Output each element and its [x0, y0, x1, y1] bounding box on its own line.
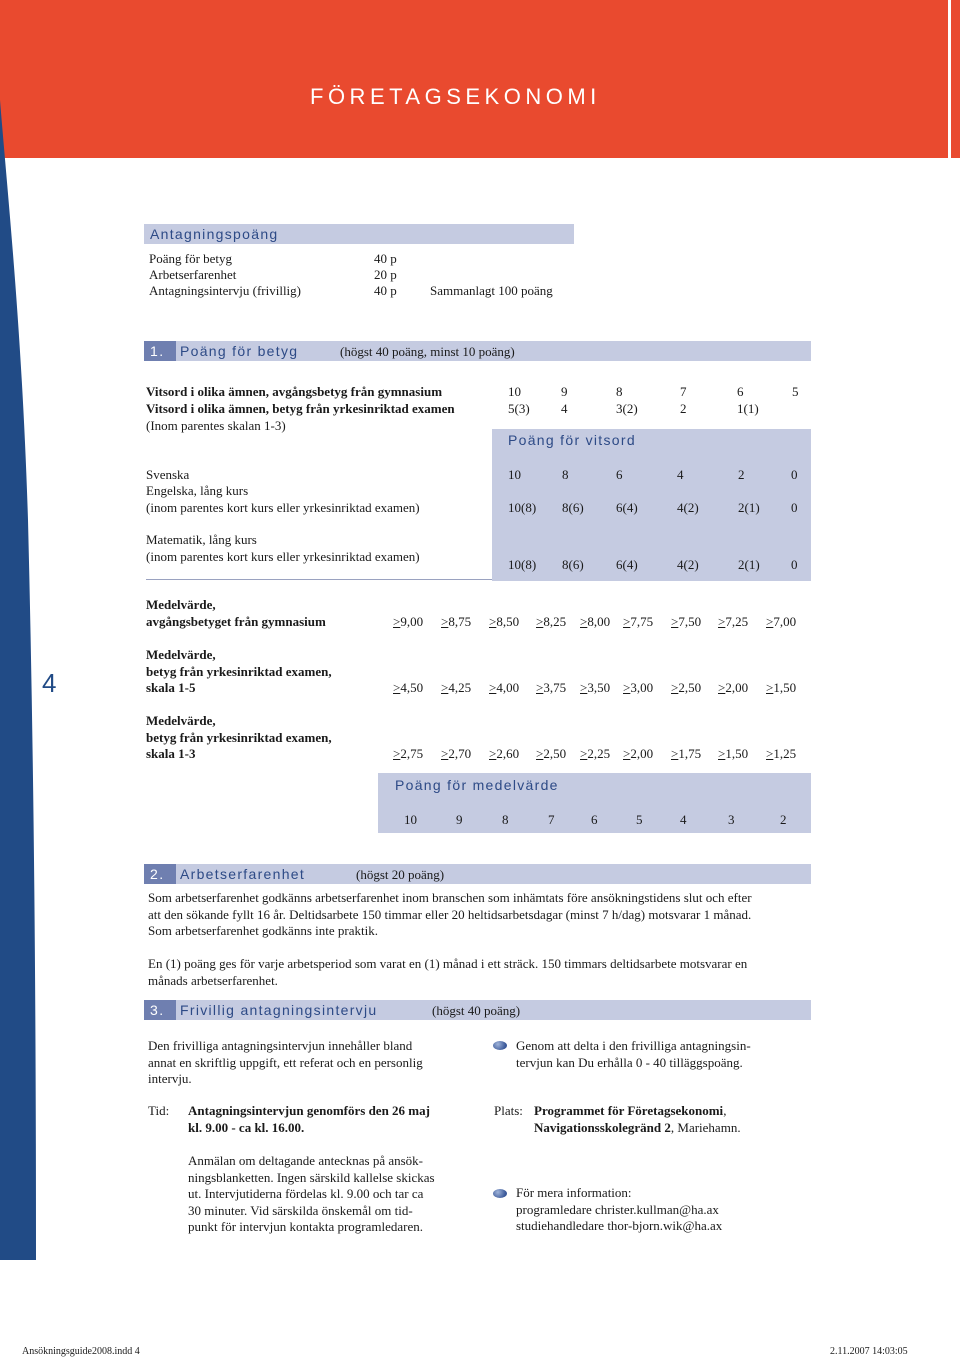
- medel-value: 8,50: [496, 613, 520, 629]
- antagning-title: Antagningspoäng: [150, 226, 279, 242]
- medel-value: 8,25: [543, 613, 567, 629]
- tid-line: kl. 9.00 - ca kl. 16.00.: [188, 1119, 305, 1135]
- subject-label: Engelska, lång kurs: [146, 483, 249, 498]
- paragraph-line: ut. Intervjutiderna fördelas kl. 9.00 och tar ca: [188, 1186, 424, 1201]
- inom-note: (Inom parentes skalan 1-3): [146, 418, 286, 433]
- vitsord-value: 2: [680, 401, 687, 416]
- section3-title: Frivillig antagningsintervju: [180, 1002, 378, 1018]
- medel-value: 7,75: [630, 613, 654, 629]
- medel-threshold: [441, 746, 471, 762]
- medel-value: 2,75: [400, 746, 424, 761]
- greater-equal-symbol: >: [766, 746, 774, 761]
- antagning-row-points: 20 p: [374, 267, 397, 282]
- medel-value: 3,50: [587, 680, 611, 695]
- tid-label: Tid:: [148, 1103, 170, 1118]
- medel-threshold: [718, 680, 748, 696]
- subject-points: 8(6): [562, 557, 584, 572]
- medel-threshold: [536, 746, 566, 762]
- greater-equal-symbol: >: [393, 680, 401, 695]
- vitsord-points-box: [492, 429, 811, 581]
- section2-header: [144, 864, 811, 884]
- paragraph-line: Den frivilliga antagningsintervjun innehåller bland: [148, 1038, 413, 1053]
- paragraph-line: månads arbetserfarenhet.: [148, 972, 278, 988]
- subject-points: 8: [562, 467, 569, 482]
- greater-equal-symbol: >: [671, 613, 679, 629]
- greater-equal-symbol: >: [489, 613, 497, 629]
- greater-equal-symbol: >: [766, 680, 774, 695]
- plats-label: Plats:: [494, 1103, 523, 1118]
- paragraph-line: En (1) poäng ges för varje arbetsperiod som varat en (1) månad i ett sträck. 150 timmars deltidsarbete motsvarar en: [148, 956, 748, 971]
- medel-value: 3,75: [543, 680, 567, 695]
- medel-value: 1,75: [678, 746, 702, 761]
- medel-value: 2,00: [725, 680, 749, 695]
- subject-points: 2(1): [738, 557, 760, 572]
- medel-threshold: [671, 614, 701, 630]
- greater-equal-symbol: >: [623, 746, 631, 761]
- paragraph-line: intervju.: [148, 1071, 192, 1086]
- medel-value: 3,00: [630, 680, 654, 695]
- paragraph-line: Anmälan om deltagande antecknas på ansök-: [188, 1153, 423, 1168]
- subject-label: (inom parentes kort kurs eller yrkesinriktad examen): [146, 500, 420, 515]
- subject-points: 0: [791, 500, 798, 515]
- medel-value: 9,00: [400, 613, 424, 629]
- greater-equal-symbol: >: [393, 613, 401, 629]
- medel-points-value: 3: [728, 812, 735, 827]
- medel-threshold: [441, 680, 471, 696]
- medel-points-value: 5: [636, 812, 643, 827]
- bullet-icon: [493, 1041, 507, 1050]
- medel-value: 2,00: [630, 746, 654, 761]
- section2-number: 2.: [144, 864, 176, 884]
- paragraph-line: tervjun kan Du erhålla 0 - 40 tilläggspoäng.: [516, 1054, 743, 1070]
- plats-program: Programmet för Företagsekonomi: [534, 1103, 724, 1118]
- medel-threshold: [393, 746, 423, 762]
- medel-threshold: [580, 614, 610, 630]
- greater-equal-symbol: >: [623, 680, 631, 695]
- greater-equal-symbol: >: [393, 746, 401, 761]
- vitsord-value: 5(3): [508, 401, 530, 416]
- medel-label: Medelvärde,: [146, 647, 216, 662]
- medel-value: 4,25: [448, 680, 472, 695]
- subject-points: 0: [791, 467, 798, 482]
- medel-label: betyg från yrkesinriktad examen,: [146, 663, 332, 679]
- section1-subtitle: (högst 40 poäng, minst 10 poäng): [340, 344, 515, 359]
- medel-threshold: [393, 614, 423, 630]
- subject-points: 4: [677, 467, 684, 482]
- section1-title: Poäng för betyg: [180, 343, 299, 359]
- medel-threshold: [580, 746, 610, 762]
- greater-equal-symbol: >: [441, 680, 449, 695]
- subject-points: 6(4): [616, 500, 638, 515]
- medel-points-value: 9: [456, 812, 463, 827]
- section3-header: [144, 1000, 811, 1020]
- medel-threshold: [718, 614, 748, 630]
- contact-info: [516, 1185, 722, 1235]
- header-divider: [948, 0, 951, 158]
- vitsord-value: 4: [561, 401, 568, 416]
- vitsord-value: 6: [737, 384, 744, 399]
- side-swoosh-graphic: [0, 0, 40, 1270]
- paragraph-line: punkt för intervjun kontakta programledaren.: [188, 1219, 424, 1234]
- section2-title: Arbetserfarenhet: [180, 866, 306, 882]
- medel-points-value: 10: [404, 812, 417, 827]
- medel-threshold: [623, 614, 653, 630]
- poang-medel-label: Poäng för medelvärde: [395, 777, 559, 793]
- medel-value: 2,25: [587, 746, 611, 761]
- vitsord-value: 8: [616, 384, 623, 399]
- antagning-row-label: Antagningsintervju (frivillig): [149, 283, 302, 298]
- medel-value: 2,50: [678, 680, 702, 695]
- greater-equal-symbol: >: [536, 613, 544, 629]
- greater-equal-symbol: >: [580, 680, 588, 695]
- paragraph-line: att den sökande fyllt 16 år. Deltidsarbete 150 timmar eller 20 heltidsarbetsdagar (minst 7 h/dag) motsvarar 1 månad.: [148, 906, 752, 922]
- medel-threshold: [489, 680, 519, 696]
- medel-label: betyg från yrkesinriktad examen,: [146, 729, 332, 745]
- subject-points: 8(6): [562, 500, 584, 515]
- paragraph-line: ningsblanketten. Ingen särskild kallelse skickas: [188, 1169, 435, 1185]
- medel-value: 1,25: [773, 746, 797, 761]
- medel-threshold: [766, 680, 796, 696]
- subject-label: Svenska: [146, 467, 190, 482]
- tid-value: [188, 1103, 430, 1136]
- vitsord-value: 10: [508, 384, 521, 399]
- medel-threshold: [536, 614, 566, 630]
- medel-threshold: [441, 614, 471, 630]
- plats-town: , Mariehamn.: [670, 1119, 741, 1135]
- greater-equal-symbol: >: [718, 746, 726, 761]
- page-title: FÖRETAGSEKONOMI: [310, 84, 601, 109]
- page-number: 4: [42, 668, 57, 698]
- medel-points-value: 4: [680, 812, 687, 827]
- paragraph-line: annat en skriftlig uppgift, ett referat och en personlig: [148, 1054, 423, 1070]
- paragraph-line: 30 minuter. Vid särskilda önskemål om tid-: [188, 1202, 413, 1218]
- medel-threshold: [766, 746, 796, 762]
- subject-points: 0: [791, 557, 798, 572]
- antagning-header: [144, 224, 574, 244]
- medel-value: 7,00: [773, 613, 797, 629]
- footer-file: Ansökningsguide2008.indd 4: [22, 1346, 140, 1357]
- vitsord-row-label: Vitsord i olika ämnen, avgångsbetyg från gymnasium: [146, 384, 443, 399]
- greater-equal-symbol: >: [441, 746, 449, 761]
- greater-equal-symbol: >: [671, 680, 679, 695]
- medel-value: 7,25: [725, 613, 749, 629]
- medel-threshold: [580, 680, 610, 696]
- subject-points: 4(2): [677, 557, 699, 572]
- section2-subtitle: (högst 20 poäng): [356, 867, 445, 882]
- antagning-row-label: Poäng för betyg: [149, 251, 233, 266]
- arbetserfarenhet-paragraph-2: [148, 956, 747, 989]
- paragraph-line: Genom att delta i den frivilliga antagningsin-: [516, 1038, 751, 1053]
- section1-header: [144, 341, 811, 361]
- paragraph-line: Som arbetserfarenhet godkänns inte praktik.: [148, 923, 378, 938]
- greater-equal-symbol: >: [536, 746, 544, 761]
- medel-value: 8,75: [448, 613, 472, 629]
- subject-points: 4(2): [677, 500, 699, 515]
- plats-value: Programmet för Företagsekonomi, Navigationsskolegränd 2, Mariehamn.: [534, 1103, 741, 1135]
- medel-threshold: [489, 614, 519, 630]
- bullet-icon: [493, 1189, 507, 1198]
- subject-points: 2: [738, 467, 745, 482]
- medel-threshold: [766, 614, 796, 630]
- contact-line: studiehandledare thor-bjorn.wik@ha.ax: [516, 1218, 723, 1233]
- greater-equal-symbol: >: [489, 680, 497, 695]
- medel-threshold: [536, 680, 566, 696]
- greater-equal-symbol: >: [623, 613, 631, 629]
- vitsord-value: 5: [792, 384, 799, 399]
- vitsord-value: 3(2): [616, 401, 638, 416]
- medel-label: Medelvärde,: [146, 713, 216, 728]
- header-band: [0, 0, 960, 158]
- medel-value: 2,60: [496, 746, 520, 761]
- antagning-row-points: 40 p: [374, 283, 397, 298]
- greater-equal-symbol: >: [766, 613, 774, 629]
- medel-value: 1,50: [725, 746, 749, 761]
- section1-number: 1.: [144, 341, 176, 361]
- subject-points: 10(8): [508, 557, 537, 572]
- arbetserfarenhet-paragraph-1: [148, 890, 752, 940]
- medel-value: 2,70: [448, 746, 472, 761]
- medel-points-value: 7: [548, 812, 555, 827]
- greater-equal-symbol: >: [489, 746, 497, 761]
- anmalan-paragraph: [188, 1153, 435, 1236]
- subject-points: 6(4): [616, 557, 638, 572]
- greater-equal-symbol: >: [441, 613, 449, 629]
- medel-threshold: [671, 680, 701, 696]
- footer-date: 2.11.2007 14:03:05: [830, 1346, 908, 1357]
- medel-threshold: [623, 680, 653, 696]
- intervju-description: [148, 1038, 423, 1088]
- subject-points: 10: [508, 467, 521, 482]
- greater-equal-symbol: >: [671, 746, 679, 761]
- antagning-row-points: 40 p: [374, 251, 397, 266]
- medel-threshold: [671, 746, 701, 762]
- subject-points: 10(8): [508, 500, 537, 515]
- medel-threshold: [623, 746, 653, 762]
- contact-line: För mera information:: [516, 1185, 632, 1200]
- antagning-row-label: Arbetserfarenhet: [149, 267, 237, 282]
- medel-points-value: 6: [591, 812, 598, 827]
- medel-label: skala 1-3: [146, 746, 196, 761]
- medel-threshold: [489, 746, 519, 762]
- medel-threshold: [718, 746, 748, 762]
- medel-threshold: [393, 680, 423, 696]
- medel-points-value: 2: [780, 812, 787, 827]
- plats-street: Navigationsskolegränd 2: [534, 1119, 671, 1135]
- medel-value: 4,50: [400, 680, 424, 695]
- medel-points-value: 8: [502, 812, 509, 827]
- paragraph-line: Som arbetserfarenhet godkänns arbetserfarenhet inom branschen som inhämtats före ansökningstidens slut och efter: [148, 890, 752, 905]
- medel-value: 7,50: [678, 613, 702, 629]
- medel-value: 2,50: [543, 746, 567, 761]
- vitsord-row-label: Vitsord i olika ämnen, betyg från yrkesinriktad examen: [146, 401, 455, 416]
- greater-equal-symbol: >: [580, 613, 588, 629]
- tid-line: Antagningsintervjun genomförs den 26 maj: [188, 1103, 430, 1118]
- greater-equal-symbol: >: [580, 746, 588, 761]
- subject-label: (inom parentes kort kurs eller yrkesinriktad examen): [146, 549, 420, 564]
- greater-equal-symbol: >: [718, 680, 726, 695]
- medel-label: avgångsbetyget från gymnasium: [146, 613, 326, 629]
- antagning-total: Sammanlagt 100 poäng: [430, 283, 553, 298]
- medel-value: 1,50: [773, 680, 797, 695]
- greater-equal-symbol: >: [536, 680, 544, 695]
- tillaggspoang-info: [516, 1038, 751, 1071]
- contact-line: programledare christer.kullman@ha.ax: [516, 1201, 719, 1217]
- subject-divider: [146, 579, 492, 580]
- vitsord-value: 7: [680, 384, 687, 399]
- subject-label: Matematik, lång kurs: [146, 532, 257, 547]
- medel-value: 8,00: [587, 613, 611, 629]
- section3-number: 3.: [144, 1000, 176, 1020]
- medel-value: 4,00: [496, 680, 520, 695]
- vitsord-value: 9: [561, 384, 568, 399]
- poang-vitsord-label: Poäng för vitsord: [508, 432, 636, 448]
- subject-points: 6: [616, 467, 623, 482]
- section3-subtitle: (högst 40 poäng): [432, 1003, 521, 1018]
- medel-label: Medelvärde,: [146, 597, 216, 612]
- greater-equal-symbol: >: [718, 613, 726, 629]
- subject-points: 2(1): [738, 500, 760, 515]
- medel-label: skala 1-5: [146, 680, 196, 695]
- vitsord-value: 1(1): [737, 401, 759, 416]
